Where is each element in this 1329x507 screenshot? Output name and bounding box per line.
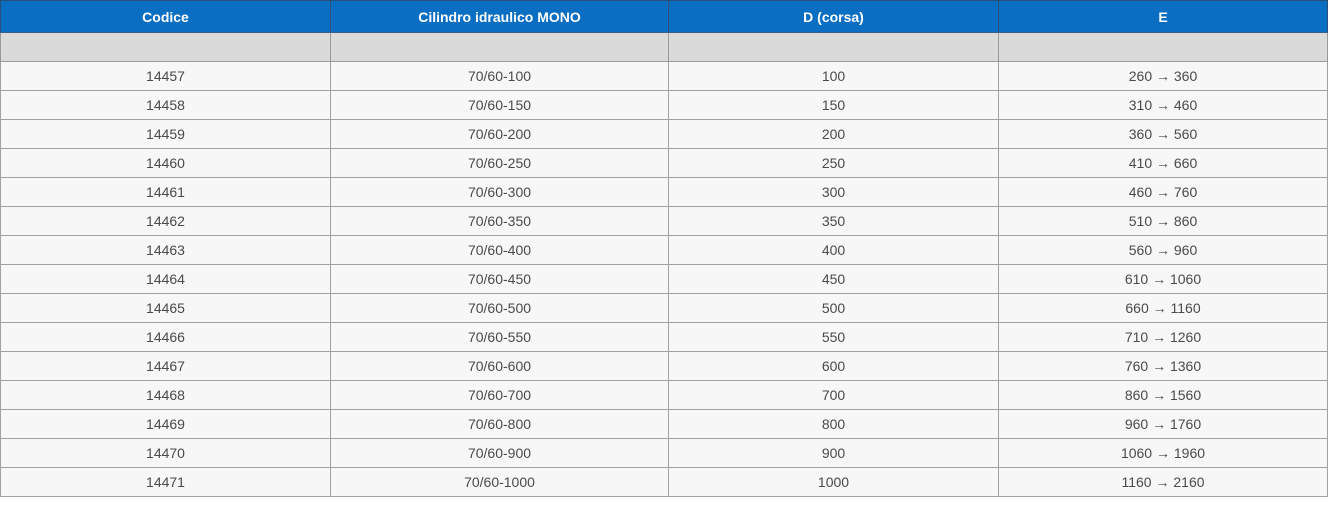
cell-cilindro: 70/60-1000 <box>331 468 669 497</box>
cell-cilindro: 70/60-300 <box>331 178 669 207</box>
cell-corsa: 900 <box>669 439 999 468</box>
header-row <box>1 1 1328 33</box>
cell-codice: 14458 <box>1 91 331 120</box>
table-row <box>1 468 1328 497</box>
cell-codice: 14462 <box>1 207 331 236</box>
cell-codice: 14463 <box>1 236 331 265</box>
table-row <box>1 62 1328 91</box>
cell-codice: 14464 <box>1 265 331 294</box>
cell-codice: 14461 <box>1 178 331 207</box>
table-row <box>1 381 1328 410</box>
table-row <box>1 236 1328 265</box>
table-row <box>1 91 1328 120</box>
cell-e: 760 → 1360 <box>999 352 1328 381</box>
cell-codice: 14465 <box>1 294 331 323</box>
cell-codice: 14471 <box>1 468 331 497</box>
cell-corsa: 400 <box>669 236 999 265</box>
cell-cilindro: 70/60-700 <box>331 381 669 410</box>
cell-codice: 14468 <box>1 381 331 410</box>
table-row <box>1 439 1328 468</box>
filter-cell <box>1 33 331 62</box>
cell-cilindro: 70/60-450 <box>331 265 669 294</box>
table-row <box>1 207 1328 236</box>
cell-corsa: 250 <box>669 149 999 178</box>
cell-cilindro: 70/60-400 <box>331 236 669 265</box>
cell-e: 660 → 1160 <box>999 294 1328 323</box>
cell-cilindro: 70/60-600 <box>331 352 669 381</box>
cell-cilindro: 70/60-100 <box>331 62 669 91</box>
cell-cilindro: 70/60-550 <box>331 323 669 352</box>
cell-codice: 14470 <box>1 439 331 468</box>
table-row <box>1 120 1328 149</box>
cell-e: 460 → 760 <box>999 178 1328 207</box>
cell-cilindro: 70/60-350 <box>331 207 669 236</box>
header-cilindro: Cilindro idraulico MONO <box>331 1 669 33</box>
cell-cilindro: 70/60-900 <box>331 439 669 468</box>
cell-codice: 14466 <box>1 323 331 352</box>
cell-corsa: 450 <box>669 265 999 294</box>
table-row <box>1 149 1328 178</box>
cell-e: 410 → 660 <box>999 149 1328 178</box>
cell-e: 710 → 1260 <box>999 323 1328 352</box>
cell-e: 1060 → 1960 <box>999 439 1328 468</box>
cell-codice: 14460 <box>1 149 331 178</box>
cell-e: 260 → 360 <box>999 62 1328 91</box>
cell-corsa: 550 <box>669 323 999 352</box>
cell-e: 1160 → 2160 <box>999 468 1328 497</box>
cell-e: 360 → 560 <box>999 120 1328 149</box>
filter-cell <box>999 33 1328 62</box>
table-row <box>1 352 1328 381</box>
cell-codice: 14469 <box>1 410 331 439</box>
table-row <box>1 178 1328 207</box>
cell-e: 560 → 960 <box>999 236 1328 265</box>
cell-corsa: 100 <box>669 62 999 91</box>
table-row <box>1 410 1328 439</box>
header-e: E <box>999 1 1328 33</box>
cell-e: 310 → 460 <box>999 91 1328 120</box>
cell-cilindro: 70/60-250 <box>331 149 669 178</box>
filter-cell <box>331 33 669 62</box>
cell-codice: 14457 <box>1 62 331 91</box>
cell-codice: 14459 <box>1 120 331 149</box>
cell-codice: 14467 <box>1 352 331 381</box>
cell-cilindro: 70/60-150 <box>331 91 669 120</box>
cell-cilindro: 70/60-200 <box>331 120 669 149</box>
cell-cilindro: 70/60-800 <box>331 410 669 439</box>
header-codice: Codice <box>1 1 331 33</box>
filter-row <box>1 33 1328 62</box>
cell-corsa: 1000 <box>669 468 999 497</box>
table-header <box>1 1 1328 33</box>
cell-corsa: 800 <box>669 410 999 439</box>
table-row <box>1 294 1328 323</box>
cell-cilindro: 70/60-500 <box>331 294 669 323</box>
table-body <box>1 33 1328 497</box>
header-corsa: D (corsa) <box>669 1 999 33</box>
cell-e: 860 → 1560 <box>999 381 1328 410</box>
cell-e: 610 → 1060 <box>999 265 1328 294</box>
table-row <box>1 323 1328 352</box>
cell-corsa: 600 <box>669 352 999 381</box>
filter-cell <box>669 33 999 62</box>
cell-corsa: 700 <box>669 381 999 410</box>
cell-corsa: 500 <box>669 294 999 323</box>
cell-corsa: 350 <box>669 207 999 236</box>
cell-e: 510 → 860 <box>999 207 1328 236</box>
cell-corsa: 300 <box>669 178 999 207</box>
table-row <box>1 265 1328 294</box>
cell-corsa: 200 <box>669 120 999 149</box>
cell-e: 960 → 1760 <box>999 410 1328 439</box>
cell-corsa: 150 <box>669 91 999 120</box>
